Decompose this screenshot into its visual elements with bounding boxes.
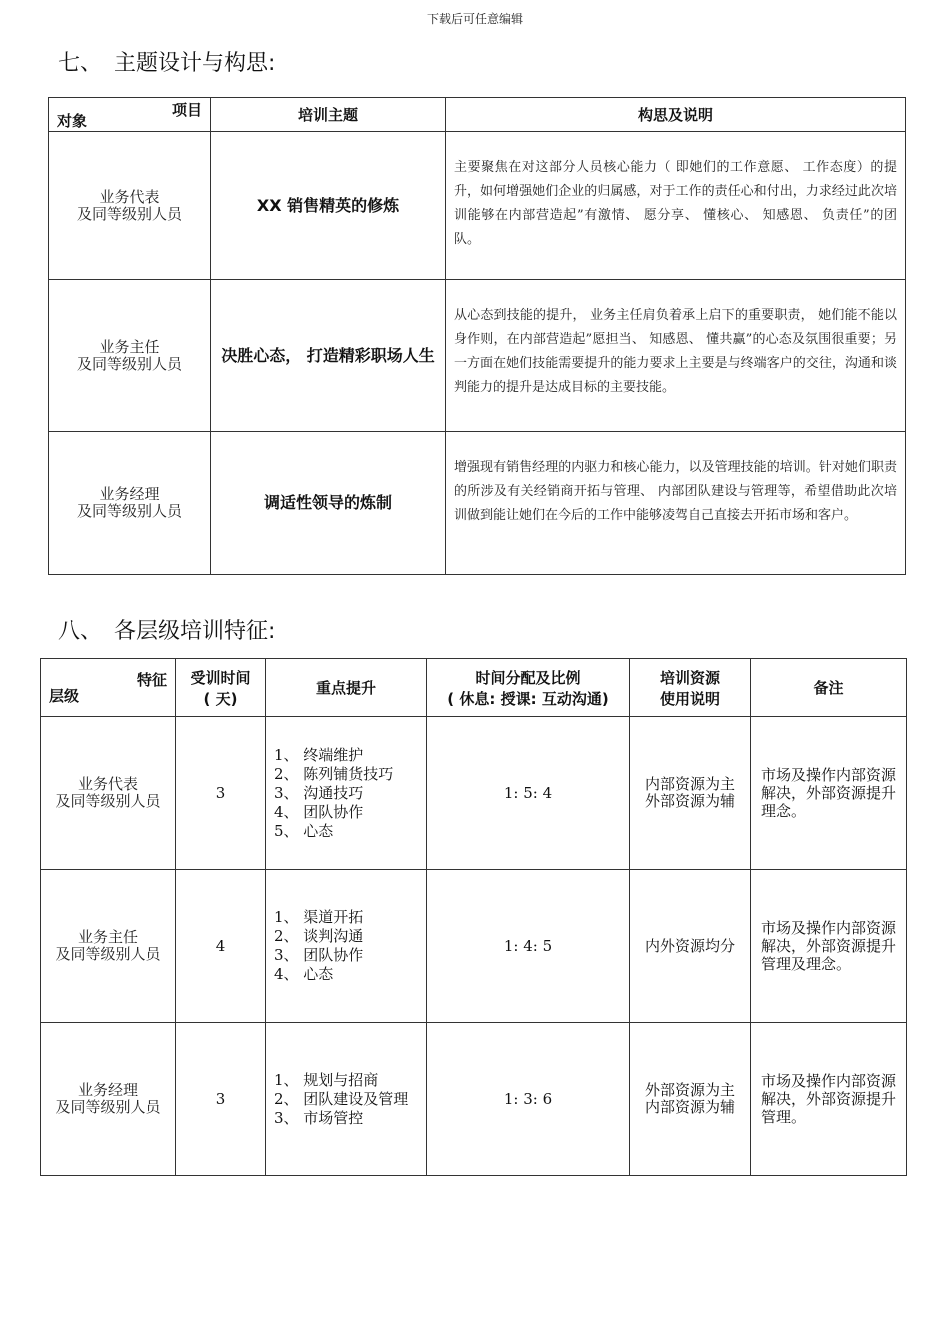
section-heading: 各层级培训特征: xyxy=(114,619,276,644)
focus-cell: 1、 渠道开拓 2、 谈判沟通 3、 团队协作 4、 心态 xyxy=(266,870,427,1023)
note-cell: 市场及操作内部资源解决，外部资源提升理念。 xyxy=(751,717,907,870)
diagonal-header-cell xyxy=(49,98,211,132)
table-row xyxy=(41,1023,907,1176)
days-cell: 3 xyxy=(176,1023,266,1176)
note-cell: 市场及操作内部资源解决，外部资源提升管理。 xyxy=(751,1023,907,1176)
table-row xyxy=(49,432,906,575)
table-row xyxy=(41,870,907,1023)
table-row xyxy=(49,132,906,280)
diag-top-label: 项目 xyxy=(171,101,202,119)
table-header-row xyxy=(41,659,907,717)
diag-top-label: 特征 xyxy=(136,671,167,689)
desc-cell: 从心态到技能的提升， 业务主任肩负着承上启下的重要职责， 她们能不能以身作则，在内部营造起”愿担当、 知感恩、 懂共赢”的心态及氛围很重要；另一方面在她们技能需要提升的能力要求上主要是与终端客户的交往，沟通和谈判能力的提升是达成目标的主要技能。 xyxy=(446,280,906,432)
diagonal-header-cell xyxy=(41,659,176,717)
resources-cell: 内外资源均分 xyxy=(630,870,751,1023)
col-header-theme: 培训主题 xyxy=(211,98,446,132)
desc-cell: 增强现有销售经理的内驱力和核心能力，以及管理技能的培训。针对她们职责的所涉及有关经销商开拓与管理、 内部团队建设与管理等，希望借助此次培训做到能让她们在今后的工作中能够凌驾自己直接去开拓市场和客户。 xyxy=(446,432,906,575)
level-cell: 业务代表 及同等级别人员 xyxy=(41,717,176,870)
diag-bottom-label: 层级 xyxy=(49,687,80,705)
section-number: 七、 xyxy=(58,51,103,76)
diag-bottom-label: 对象 xyxy=(57,112,88,130)
col-header-focus: 重点提升 xyxy=(266,659,427,717)
resources-cell: 外部资源为主 内部资源为辅 xyxy=(630,1023,751,1176)
theme-cell: 决胜心态， 打造精彩职场人生 xyxy=(211,280,446,432)
col-header-days: 受训时间 ( 天) xyxy=(176,659,266,717)
ratio-cell: 1: 3: 6 xyxy=(427,1023,630,1176)
ratio-cell: 1: 4: 5 xyxy=(427,870,630,1023)
table-row xyxy=(49,280,906,432)
days-cell: 4 xyxy=(176,870,266,1023)
focus-cell: 1、 终端维护 2、 陈列铺货技巧 3、 沟通技巧 4、 团队协作 5、 心态 xyxy=(266,717,427,870)
target-cell: 业务代表 及同等级别人员 xyxy=(49,132,211,280)
section-heading: 主题设计与构思: xyxy=(114,51,276,76)
resources-cell: 内部资源为主 外部资源为辅 xyxy=(630,717,751,870)
section-number: 八、 xyxy=(58,619,103,644)
col-header-desc: 构思及说明 xyxy=(446,98,906,132)
focus-cell: 1、 规划与招商 2、 团队建设及管理 3、 市场管控 xyxy=(266,1023,427,1176)
level-cell: 业务主任 及同等级别人员 xyxy=(41,870,176,1023)
theme-cell: XX 销售精英的修炼 xyxy=(211,132,446,280)
target-cell: 业务经理 及同等级别人员 xyxy=(49,432,211,575)
note-cell: 市场及操作内部资源解决，外部资源提升管理及理念。 xyxy=(751,870,907,1023)
section-title-7 xyxy=(58,46,275,77)
days-cell: 3 xyxy=(176,717,266,870)
theme-cell: 调适性领导的炼制 xyxy=(211,432,446,575)
col-header-ratio: 时间分配及比例 ( 休息: 授课: 互动沟通) xyxy=(427,659,630,717)
section-title-8 xyxy=(58,614,275,645)
level-cell: 业务经理 及同等级别人员 xyxy=(41,1023,176,1176)
col-header-resources: 培训资源 使用说明 xyxy=(630,659,751,717)
theme-design-table xyxy=(48,97,906,575)
training-features-table xyxy=(40,658,907,1176)
desc-cell: 主要聚焦在对这部分人员核心能力（ 即她们的工作意愿、 工作态度）的提升，如何增强她们企业的归属感，对于工作的责任心和付出，力求经过此次培训能够在内部营造起”有激情、 愿分享、 懂核心、 知感恩、 负责任”的团队。 xyxy=(446,132,906,280)
header-note: 下载后可任意编辑 xyxy=(426,12,523,26)
ratio-cell: 1: 5: 4 xyxy=(427,717,630,870)
table-row xyxy=(41,717,907,870)
col-header-note: 备注 xyxy=(751,659,907,717)
table-header-row xyxy=(49,98,906,132)
target-cell: 业务主任 及同等级别人员 xyxy=(49,280,211,432)
